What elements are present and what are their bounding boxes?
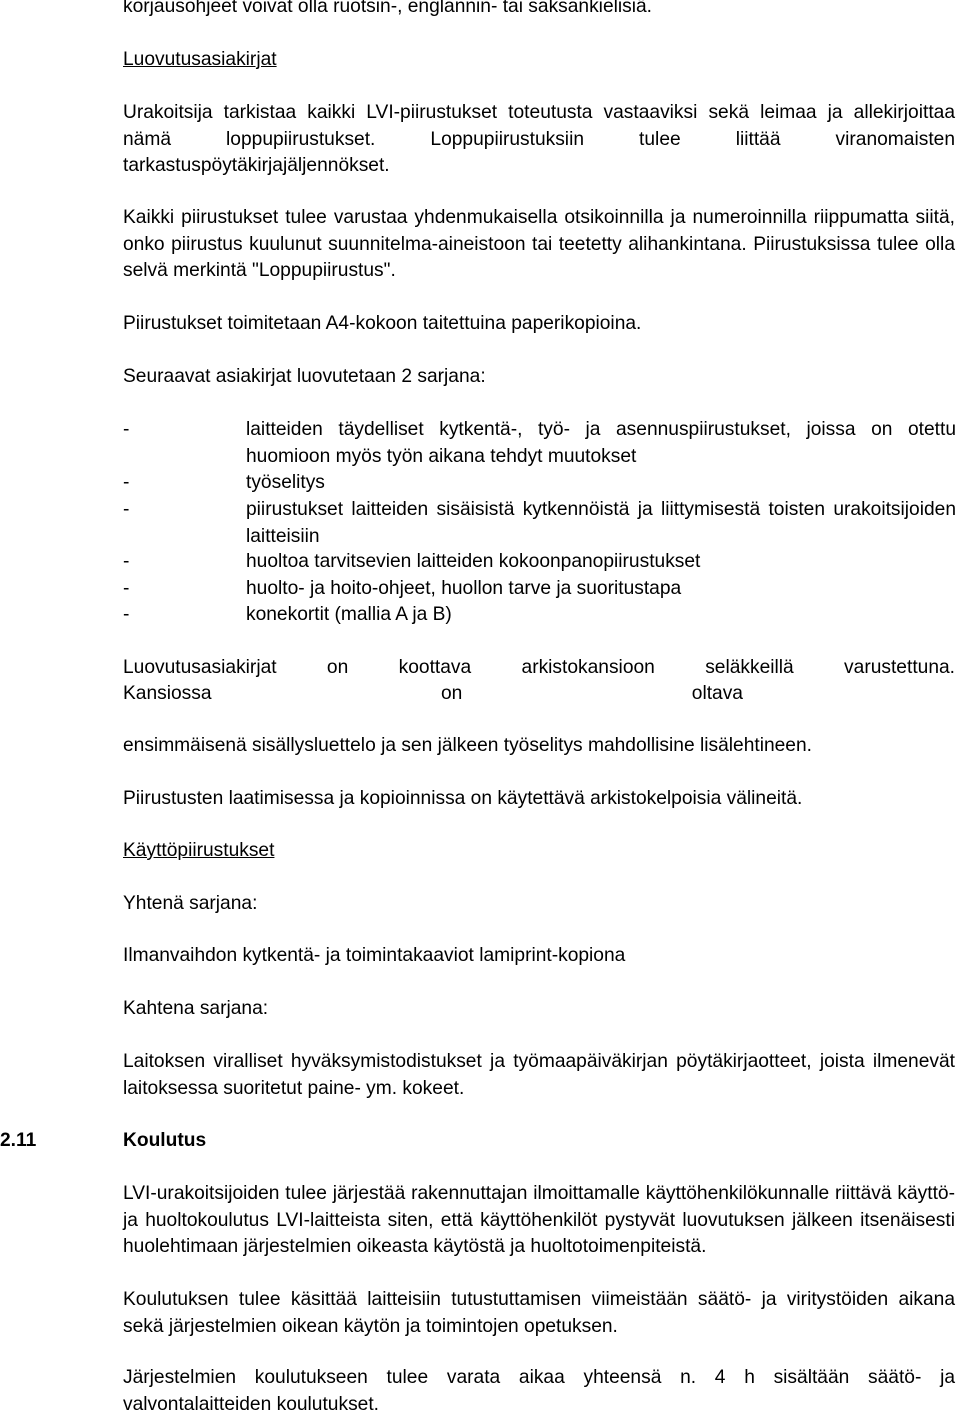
paragraph-lvi-urakoitsijoiden: LVI-urakoitsijoiden tulee järjestää rakennuttajan ilmoittamalle käyttöhenkilökunnalle riittävä käyttö- ja huoltokoulutus LVI-laitteista siten, että käyttöhenkilöt pystyvät luovutuksen jälkeen itsenäisesti huolehtimaan järjestelmien oikeasta käytöstä ja huoltotoimenpiteistä. [123,1183,955,1257]
paragraph-jarjestelmien: Järjestelmien koulutukseen tulee varata aikaa yhteensä n. 4 h sisältään säätö- ja valvontalaitteiden koulutukset. [123,1367,955,1415]
paragraph-koulutuksen: Koulutuksen tulee käsittää laitteisiin tutustuttamisen viimeistään säätö- ja viritystöiden aikana sekä järjestelmien oikean käytön ja toimintojen opetuksen. [123,1289,955,1337]
paragraph-top: korjausohjeet voivat olla ruotsin-, englannin- tai saksankielisiä. [123,0,653,17]
word: Kansiossa [123,683,212,704]
paragraph-toimitetaan: Piirustukset toimitetaan A4-kokoon taitettuina paperikopioina. [123,313,642,334]
heading-luovutusasiakirjat: Luovutusasiakirjat [123,49,277,70]
list-item-dash: - [123,419,130,440]
paragraph-kansiossa [123,681,743,708]
paragraph-kahtena-sarjana: Kahtena sarjana: [123,998,269,1019]
list-item: huolto- ja hoito-ohjeet, huollon tarve ja suoritustapa [246,578,682,599]
paragraph-ilmanvaihdon: Ilmanvaihdon kytkentä- ja toimintakaaviot lamiprint-kopiona [123,945,626,966]
word: oltava [691,683,743,704]
heading-kayttopiirustukset: Käyttöpiirustukset [123,840,275,861]
paragraph-kaikki-piirustukset: Kaikki piirustukset tulee varustaa yhdenmukaisella otsikoinnilla ja numeroinnilla riippumatta siitä, onko piirustus kuulunut suunnitelma-aineistoon tai teetetty alihankintana. Piirustuksissa tulee olla selvä merkintä "Loppupiirustus". [123,207,955,281]
paragraph-urakoitsija: Urakoitsija tarkistaa kaikki LVI-piirustukset toteutusta vastaaviksi sekä leimaa ja allekirjoittaa nämä loppupiirustukset. Loppupiirustuksiin tulee liittää viranomaisten tarkastuspöytäkirjajäljennökset. [123,102,955,176]
section-number: 2.11 [0,1130,37,1151]
list-item: konekortit (mallia A ja B) [246,604,452,625]
list-item-dash: - [123,472,130,493]
list-item-dash: - [123,551,130,572]
paragraph-laitoksen: Laitoksen viralliset hyväksymistodistukset ja työmaapäiväkirjan pöytäkirjaotteet, joista ilmenevät laitoksessa suoritetut paine- ym. kokeet. [123,1051,955,1099]
paragraph-seuraavat: Seuraavat asiakirjat luovutetaan 2 sarjana: [123,366,486,387]
list-item-dash: - [123,604,130,625]
list-item: laitteiden täydelliset kytkentä-, työ- ja asennuspiirustukset, joissa on otettu huomioon myös työn aikana tehdyt muutokset [246,419,956,467]
list-item-dash: - [123,578,130,599]
word: on [440,683,463,704]
paragraph-yhtena-sarjana: Yhtenä sarjana: [123,893,258,914]
list-item: työselitys [246,472,325,493]
list-item: huoltoa tarvitsevien laitteiden kokoonpanopiirustukset [246,551,701,572]
section-title: Koulutus [123,1130,207,1151]
paragraph-piirustusten: Piirustusten laatimisessa ja kopioinnissa on käytettävä arkistokelpoisia välineitä. [123,788,803,809]
list-item-dash: - [123,499,130,520]
paragraph-ensimmaisena: ensimmäisenä sisällysluettelo ja sen jälkeen työselitys mahdollisine lisälehtineen. [123,735,812,756]
paragraph-koottava: Luovutusasiakirjat on koottava arkistokansioon seläkkeillä varustettuna. [123,657,955,678]
list-item: piirustukset laitteiden sisäisistä kytkennöistä ja liittymisestä toisten urakoitsijoiden laitteisiin [246,499,956,547]
